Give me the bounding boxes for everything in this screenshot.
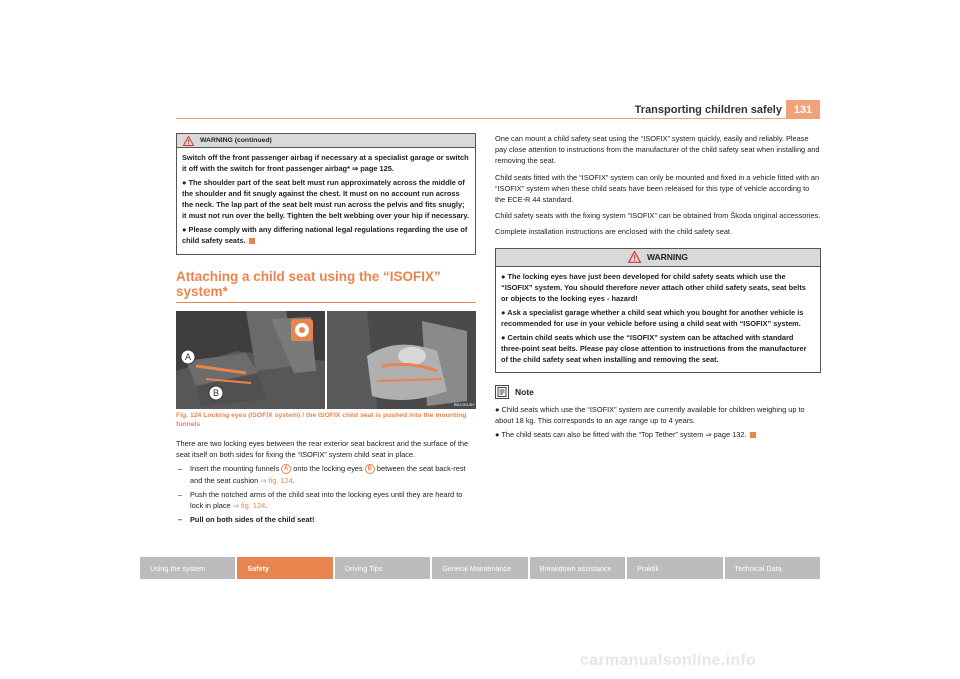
watermark: carmanualsonline.info — [580, 652, 757, 669]
figure-reference-link[interactable]: ⇒ fig. 124 — [260, 475, 293, 485]
section-title: Attaching a child seat using the “ISOFIX” system* — [176, 269, 476, 303]
warning-triangle-icon — [183, 136, 194, 146]
seat-locking-eyes-illustration — [176, 311, 325, 409]
isofix-child-seat-illustration — [327, 311, 476, 409]
figure-caption: Fig. 124 Locking eyes (ISOFIX system) / the ISOFIX child seat is pushed into the mounting funnels — [176, 412, 467, 428]
warning-item: ● The locking eyes have just been developed for child safety seats which use the “ISOFIX” system. You should therefore never attach other child safety seats, seat belts or objects to the locking eyes - hazard! — [501, 271, 806, 303]
page-number: 131 — [786, 100, 820, 119]
warning-body — [496, 267, 820, 372]
tab-general-maintenance[interactable]: General Maintenance — [432, 557, 527, 579]
step-insert-funnels: – Insert the mounting funnels A onto the locking eyes B between the seat back-rest and the seat cushion ⇒ fig. 124. — [178, 464, 466, 485]
warning-continued-title: WARNING (continued) — [200, 137, 272, 144]
step-pull-seat: – Pull on both sides of the child seat! — [178, 515, 315, 525]
step-push-arms: – Push the notched arms of the child seat into the locking eyes until they are heard to lock in place ⇒ fig. 124. — [178, 489, 463, 511]
warning-title: WARNING — [646, 251, 689, 262]
warning-header — [496, 249, 820, 267]
body-paragraph: Complete installation instructions are enclosed with the child safety seat. — [495, 227, 733, 237]
figure-code: B5J-0013H — [453, 402, 474, 407]
tab-breakdown-assistance[interactable]: Breakdown assistance — [530, 557, 625, 579]
note-header — [495, 385, 821, 399]
note-title: Note — [515, 386, 534, 397]
figure-124 — [176, 311, 476, 409]
warning-item: ● The shoulder part of the seat belt must run approximately across the middle of the shoulder and fit snugly against the chest. It must on no account run across the neck. The lap part of the seat belt must run across the pelvis and fits snugly; it must not run over the belly. Tighten the belt webbing over your hip if necessary. — [182, 178, 470, 220]
warning-triangle-icon — [628, 251, 641, 263]
left-column — [176, 133, 476, 525]
running-header-title: Transporting children safely — [634, 104, 782, 116]
header-rule — [176, 118, 820, 119]
right-column — [495, 133, 821, 443]
note-icon — [495, 385, 509, 399]
warning-continued-body — [177, 148, 475, 254]
figure-panel-child-seat — [327, 311, 476, 409]
note-body — [495, 404, 821, 441]
figure-marker-a: A — [184, 352, 192, 362]
tab-praktik[interactable]: Praktik — [627, 557, 722, 579]
note-item: ● Child seats which use the “ISOFIX” system are currently available for children weighing up to about 18 kg. This corresponds to an age range up to 4 years. — [495, 404, 805, 425]
body-paragraph: Child seats fitted with the “ISOFIX” system can only be mounted and fixed in a vehicle fitted with an “ISOFIX” system when these child seats have been released for this type of vehicle according to the ECE-R 44 standard. — [495, 172, 820, 205]
marker-a-icon: A — [281, 464, 291, 474]
end-marker-icon — [249, 238, 255, 244]
tab-technical-data[interactable]: Technical Data — [725, 557, 820, 579]
warning-continued-header — [177, 134, 475, 148]
warning-item: ● Please comply with any differing national legal regulations regarding the use of child safety seats. — [182, 225, 468, 245]
warning-item: ● Ask a specialist garage whether a child seat which you bought for another vehicle is recommended for use in your vehicle before using a child seat with “ISOFIX” system. — [501, 307, 804, 328]
figure-reference-link[interactable]: ⇒ fig. 124 — [232, 501, 266, 511]
warning-continued-box — [176, 133, 476, 255]
step-dash: – — [178, 464, 183, 474]
intro-paragraph: There are two locking eyes between the rear exterior seat backrest and the surface of the seat itself on both sides for fixing the “ISOFIX” system child seat in place. — [176, 439, 469, 460]
tab-safety[interactable]: Safety — [237, 557, 332, 579]
body-paragraph: Child safety seats with the fixing system “ISOFIX” can be obtained from Škoda original accessories. — [495, 211, 821, 221]
warning-box — [495, 248, 821, 373]
end-marker-icon — [750, 432, 756, 438]
marker-b-icon: B — [365, 464, 375, 474]
note-item: ● The child seats can also be fitted with the “Top Tether” system ⇒ page 132. — [495, 429, 821, 440]
step-dash: – — [178, 489, 183, 499]
warning-item: Switch off the front passenger airbag if necessary at a specialist garage or switch it off with the switch for front passenger airbag* ⇒ page 125. — [182, 153, 469, 173]
body-paragraph: One can mount a child safety seat using the “ISOFIX” system quickly, easily and reliably. Please pay close attention to instructions from the manufacturer of the child safety seat when installing and removing the seat. — [495, 134, 820, 166]
figure-panel-locking-eyes — [176, 311, 325, 409]
step-dash: – — [178, 515, 183, 525]
tab-using-the-system[interactable]: Using the system — [140, 557, 235, 579]
warning-item: ● Certain child seats which use the “ISOFIX” system can be attached with standard three-point seat belts. Please pay close attention to instructions from the manufacturer of the child safety seat when installing and removing the seat. — [501, 332, 807, 364]
tab-driving-tips[interactable]: Driving Tips — [335, 557, 430, 579]
chapter-tab-bar — [140, 557, 820, 579]
figure-marker-b: B — [212, 388, 220, 398]
instruction-steps — [176, 463, 476, 525]
